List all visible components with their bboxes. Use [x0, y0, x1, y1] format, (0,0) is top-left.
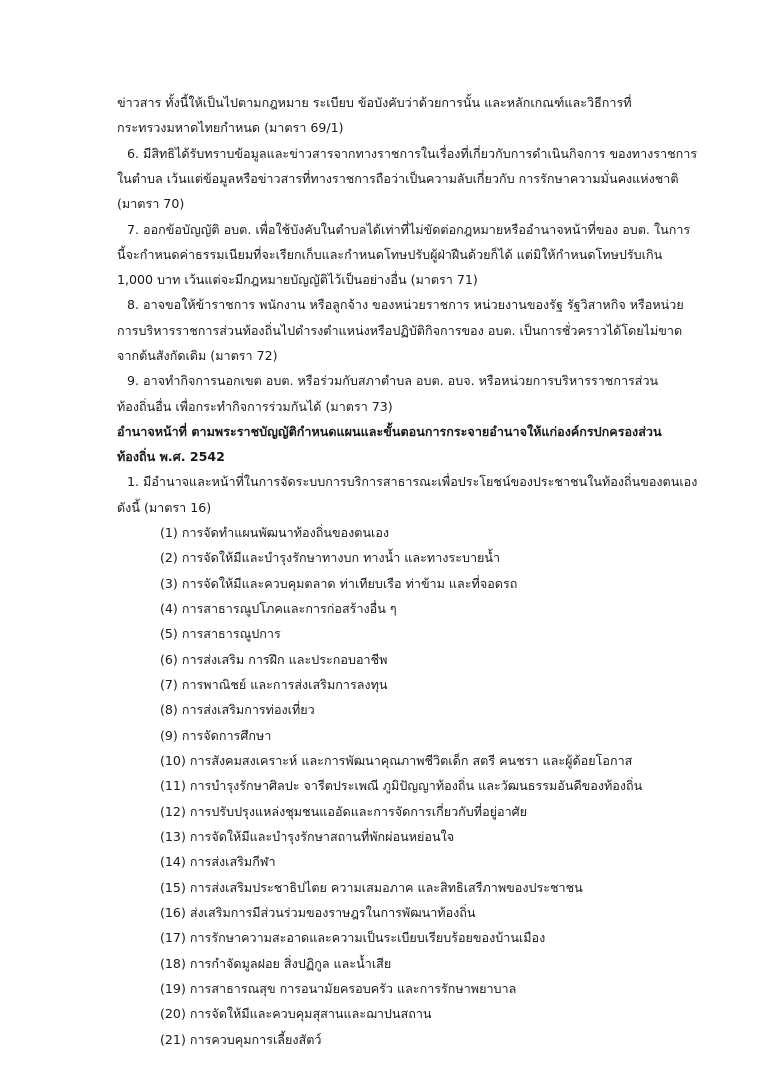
list-item-16: (16) ส่งเสริมการมีส่วนร่วมของราษฎรในการพัฒนาท้องถิ่น [160, 905, 476, 920]
intro-line-0: 1. มีอำนาจและหน้าที่ในการจัดระบบการบริการสาธารณะเพื่อประโยชน์ของประชาชนในท้องถิ่นของตนเอง [127, 474, 698, 489]
paragraph-9-line-0: 9. อาจทำกิจการนอกเขต อบต. หรือร่วมกับสภาตำบล อบต. อบจ. หรือหน่วยการบริหารราชการส่วน [127, 373, 659, 388]
paragraph-6-line-1: ในตำบล เว้นแต่ข้อมูลหรือข่าวสารที่ทางราชการถือว่าเป็นความลับเกี่ยวกับ การรักษาความมั่นคงแห่งชาติ [117, 171, 679, 186]
list-item-10: (10) การสังคมสงเคราะห์ และการพัฒนาคุณภาพชีวิตเด็ก สตรี คนชรา และผู้ด้อยโอกาส [160, 753, 633, 768]
list-item-7: (7) การพาณิชย์ และการส่งเสริมการลงทุน [160, 677, 388, 692]
list-item-5: (5) การสาธารณูปการ [160, 626, 281, 641]
list-item-4: (4) การสาธารณูปโภคและการก่อสร้างอื่น ๆ [160, 601, 397, 616]
list-item-12: (12) การปรับปรุงแหล่งชุมชนแออัดและการจัดการเกี่ยวกับที่อยู่อาศัย [160, 804, 528, 819]
list-item-14: (14) การส่งเสริมกีฬา [160, 854, 276, 869]
section-heading-line-0: อำนาจหน้าที่ ตามพระราชบัญญัติกำหนดแผนและขั้นตอนการกระจายอำนาจให้แก่องค์กรปกครองส่วน [117, 424, 662, 439]
list-item-19: (19) การสาธารณสุข การอนามัยครอบครัว และการรักษาพยาบาล [160, 981, 517, 996]
list-item-15: (15) การส่งเสริมประชาธิปไตย ความเสมอภาค และสิทธิเสรีภาพของประชาชน [160, 880, 583, 895]
paragraph-0-line-0: ข่าวสาร ทั้งนี้ให้เป็นไปตามกฎหมาย ระเบียบ ข้อบังคับว่าด้วยการนั้น และหลักเกณฑ์และวิธีการที่ [117, 95, 632, 110]
paragraph-8-line-1: การบริหารราชการส่วนท้องถิ่นไปดำรงตำแหน่งหรือปฏิบัติกิจการของ อบต. เป็นการชั่วคราวได้โดยไม่ขาด [117, 323, 683, 338]
list-item-6: (6) การส่งเสริม การฝึก และประกอบอาชีพ [160, 652, 388, 667]
paragraph-0-line-1: กระทรวงมหาดไทยกำหนด (มาตรา 69/1) [117, 120, 344, 135]
paragraph-6-line-0: 6. มีสิทธิได้รับทราบข้อมูลและข่าวสารจากทางราชการในเรื่องที่เกี่ยวกับการดำเนินกิจการ ของทางราชการ [127, 146, 698, 161]
list-item-13: (13) การจัดให้มีและบำรุงรักษาสถานที่พักผ่อนหย่อนใจ [160, 829, 455, 844]
list-item-17: (17) การรักษาความสะอาดและความเป็นระเบียบเรียบร้อยของบ้านเมือง [160, 930, 546, 945]
paragraph-6-line-2: (มาตรา 70) [117, 196, 185, 211]
paragraph-9-line-1: ท้องถิ่นอื่น เพื่อกระทำกิจการร่วมกันได้ (มาตรา 73) [117, 399, 393, 414]
intro-line-1: ดังนี้ (มาตรา 16) [117, 500, 212, 515]
list-item-1: (1) การจัดทำแผนพัฒนาท้องถิ่นของตนเอง [160, 525, 390, 540]
list-item-8: (8) การส่งเสริมการท่องเที่ยว [160, 702, 315, 717]
list-item-9: (9) การจัดการศึกษา [160, 728, 272, 743]
list-item-18: (18) การกำจัดมูลฝอย สิ่งปฏิกูล และน้ำเสีย [160, 956, 392, 971]
paragraph-7-line-1: นี้จะกำหนดค่าธรรมเนียมที่จะเรียกเก็บและกำหนดโทษปรับผู้ฝ่าฝืนด้วยก็ได้ แต่มิให้กำหนดโทษปรับเกิน [117, 247, 663, 262]
list-item-20: (20) การจัดให้มีและควบคุมสุสานและฌาปนสถาน [160, 1006, 432, 1021]
list-item-3: (3) การจัดให้มีและควบคุมตลาด ท่าเทียบเรือ ท่าข้าม และที่จอดรถ [160, 576, 518, 591]
paragraph-7-line-0: 7. ออกข้อบัญญัติ อบต. เพื่อใช้บังคับในตำบลได้เท่าที่ไม่ขัดต่อกฎหมายหรืออำนาจหน้าที่ของ อบต. ในการ [127, 222, 691, 237]
list-item-21: (21) การควบคุมการเลี้ยงสัตว์ [160, 1032, 322, 1047]
paragraph-8-line-0: 8. อาจขอให้ข้าราชการ พนักงาน หรือลูกจ้าง ของหน่วยราชการ หน่วยงานของรัฐ รัฐวิสาหกิจ หรือหน่วย [127, 297, 684, 312]
paragraph-7-line-2: 1,000 บาท เว้นแต่จะมีกฎหมายบัญญัติไว้เป็นอย่างอื่น (มาตรา 71) [117, 272, 478, 287]
paragraph-8-line-2: จากต้นสังกัดเดิม (มาตรา 72) [117, 348, 278, 363]
list-item-2: (2) การจัดให้มีและบำรุงรักษาทางบก ทางน้ำ และทางระบายน้ำ [160, 550, 501, 565]
list-item-11: (11) การบำรุงรักษาศิลปะ จารีตประเพณี ภูมิปัญญาท้องถิ่น และวัฒนธรรมอันดีของท้องถิ่น [160, 778, 643, 793]
section-heading-line-1: ท้องถิ่น พ.ศ. 2542 [117, 449, 225, 464]
